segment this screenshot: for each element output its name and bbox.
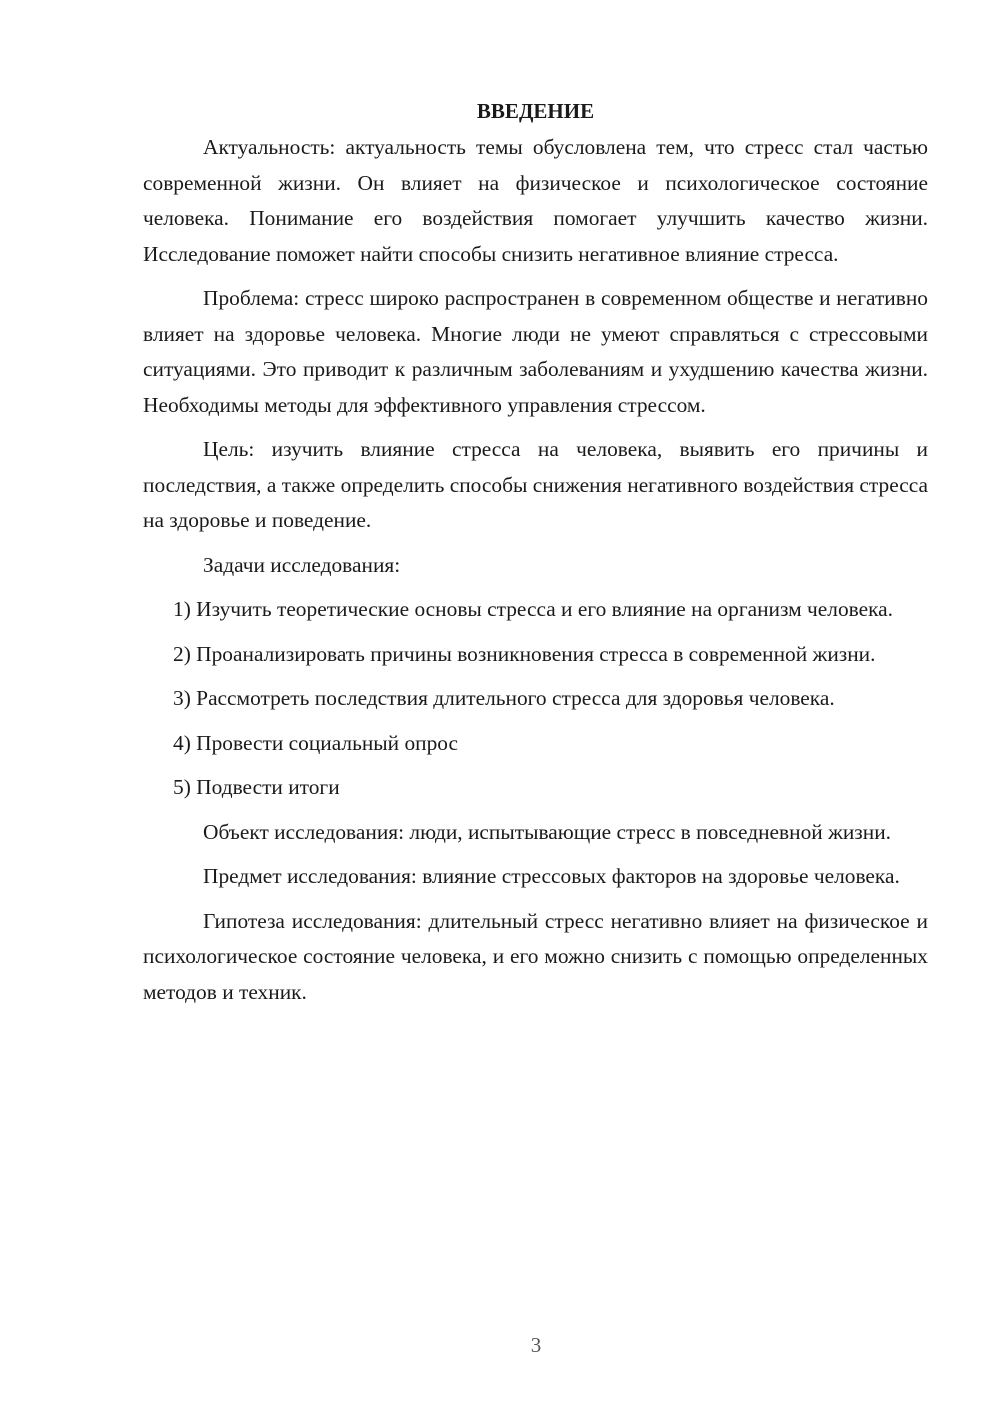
task-item-5: 5) Подвести итоги <box>173 775 340 799</box>
document-page <box>143 96 928 1010</box>
task-item-3: 3) Рассмотреть последствия длительного стресса для здоровья человека. <box>173 686 835 710</box>
problem-paragraph: Проблема: стресс широко распространен в современном обществе и негативно влияет на здоровье человека. Многие люди не умеют справляться с стрессовыми ситуациями. Это приводит к различным заболеваниям и ухудшению качества жизни. Необходимы методы для эффективного управления стрессом. <box>143 286 928 417</box>
page-number: 3 <box>530 1333 542 1357</box>
relevance-paragraph: Актуальность: актуальность темы обусловлена тем, что стресс стал частью современной жизни. Он влияет на физическое и психологическое состояние человека. Понимание его воздействия помогает улучшить качество жизни. Исследование поможет найти способы снизить негативное влияние стресса. <box>143 135 928 266</box>
object-paragraph: Объект исследования: люди, испытывающие стресс в повседневной жизни. <box>203 819 891 844</box>
subject-paragraph: Предмет исследования: влияние стрессовых факторов на здоровье человека. <box>203 864 900 888</box>
task-item-2: 2) Проанализировать причины возникновения стресса в современной жизни. <box>173 641 876 666</box>
task-item-1: 1) Изучить теоретические основы стресса и его влияние на организм человека. <box>173 597 894 621</box>
hypothesis-paragraph: Гипотеза исследования: длительный стресс негативно влияет на физическое и психологическое состояние человека, и его можно снизить с помощью определенных методов и техник. <box>143 908 928 1004</box>
goal-paragraph: Цель: изучить влияние стресса на человека, выявить его причины и последствия, а также определить способы снижения негативного воздействия стресса на здоровье и поведение. <box>143 437 928 532</box>
page-title: ВВЕДЕНИЕ <box>476 99 595 123</box>
tasks-heading: Задачи исследования: <box>203 552 401 577</box>
task-item-4: 4) Провести социальный опрос <box>173 730 459 755</box>
